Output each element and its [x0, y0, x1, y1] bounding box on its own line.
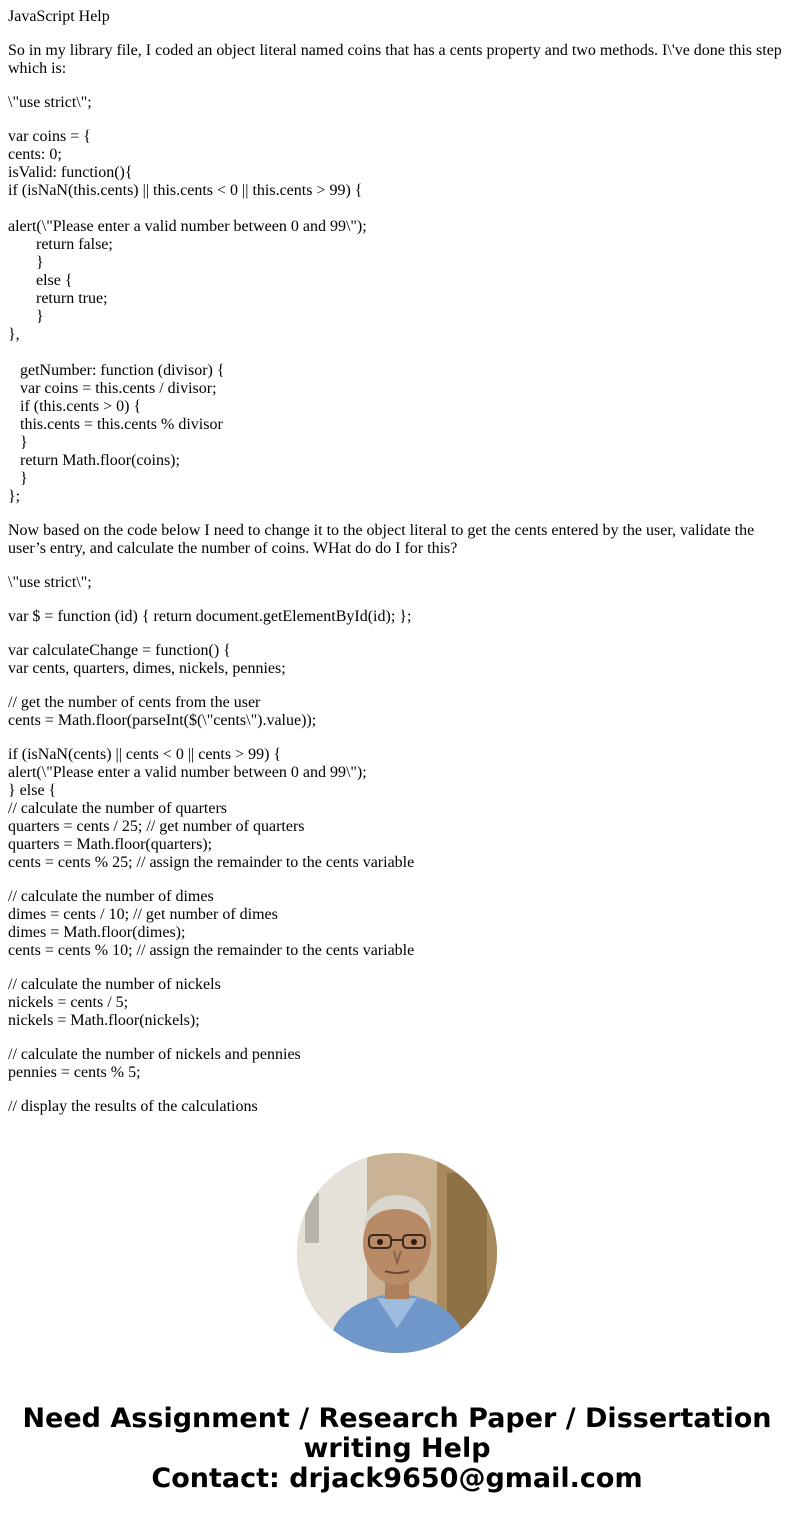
code-line: // calculate the number of nickels: [8, 976, 221, 993]
code-line: quarters = cents / 25; // get number of quarters: [8, 818, 305, 835]
code-line: } else {: [8, 782, 57, 799]
code-line: // display the results of the calculations: [8, 1098, 258, 1115]
code-line: if (isNaN(this.cents) || this.cents < 0 || this.cents > 99) {: [8, 182, 363, 199]
code2-block-declare: [8, 642, 786, 678]
code-line: [8, 344, 786, 362]
code-line: [8, 200, 786, 218]
code2-dollar: var $ = function (id) { return document.getElementById(id); };: [8, 608, 412, 625]
code-line: return true;: [8, 290, 108, 307]
code-line: if (this.cents > 0) {: [8, 398, 142, 415]
code2-strict: \"use strict\";: [8, 574, 92, 591]
code-line: cents = cents % 25; // assign the remainder to the cents variable: [8, 854, 415, 871]
code1-block: [8, 128, 786, 506]
code-line: nickels = Math.floor(nickels);: [8, 1012, 200, 1029]
code2-block-quarters: [8, 746, 786, 872]
code-line: }: [8, 434, 28, 451]
code-line: // calculate the number of nickels and pennies: [8, 1046, 301, 1063]
post-title: JavaScript Help: [8, 8, 110, 25]
code-line: else {: [8, 272, 73, 289]
code-line: nickels = cents / 5;: [8, 994, 129, 1011]
code-line: };: [8, 488, 21, 505]
code-line: quarters = Math.floor(quarters);: [8, 836, 213, 853]
author-photo: [297, 1153, 497, 1353]
footer-line-2: writing Help: [303, 1433, 491, 1464]
code-line: getNumber: function (divisor) {: [8, 362, 225, 379]
code-line: var coins = {: [8, 128, 91, 145]
code2-block-dimes: [8, 888, 786, 960]
code-line: // calculate the number of quarters: [8, 800, 228, 817]
code-line: cents = Math.floor(parseInt($(\"cents\").value));: [8, 712, 317, 729]
code-line: return false;: [8, 236, 113, 253]
footer-contact-line: Contact: drjack9650@gmail.com: [151, 1463, 643, 1494]
code-line: alert(\"Please enter a valid number between 0 and 99\");: [8, 764, 367, 781]
code-line: if (isNaN(cents) || cents < 0 || cents > 99) {: [8, 746, 282, 763]
code-line: },: [8, 326, 20, 343]
post-content: [8, 8, 786, 1122]
code-line: cents: 0;: [8, 146, 62, 163]
code-line: dimes = Math.floor(dimes);: [8, 924, 186, 941]
code-line: this.cents = this.cents % divisor: [8, 416, 223, 433]
code2-block-nickels: [8, 976, 786, 1030]
code-line: // get the number of cents from the user: [8, 694, 261, 711]
footer-line-1: Need Assignment / Research Paper / Dissertation: [22, 1403, 772, 1434]
code-line: var coins = this.cents / divisor;: [8, 380, 217, 397]
code-line: }: [8, 254, 44, 271]
post-intro: So in my library file, I coded an object literal named coins that has a cents property and two methods. I\'ve done this step which is:: [8, 42, 786, 77]
code1-strict: \"use strict\";: [8, 94, 92, 111]
author-portrait-image: [297, 1153, 497, 1353]
code-line: alert(\"Please enter a valid number between 0 and 99\");: [8, 218, 367, 235]
code2-block-display: [8, 1098, 786, 1116]
code-line: pennies = cents % 5;: [8, 1064, 141, 1081]
code-line: }: [8, 470, 28, 487]
code-line: // calculate the number of dimes: [8, 888, 214, 905]
code-line: var cents, quarters, dimes, nickels, pennies;: [8, 660, 286, 677]
code-line: return Math.floor(coins);: [8, 452, 180, 469]
code-line: dimes = cents / 10; // get number of dimes: [8, 906, 278, 923]
code-line: }: [8, 308, 44, 325]
post-question: Now based on the code below I need to change it to the object literal to get the cents entered by the user, validate the user’s entry, and calculate the number of coins. WHat do do I for this?: [8, 522, 759, 557]
code-line: isValid: function(){: [8, 164, 133, 181]
footer-contact-banner: [0, 1404, 794, 1494]
code-line: cents = cents % 10; // assign the remainder to the cents variable: [8, 942, 415, 959]
code2-block-pennies: [8, 1046, 786, 1082]
code-line: var calculateChange = function() {: [8, 642, 231, 659]
code2-block-input: [8, 694, 786, 730]
